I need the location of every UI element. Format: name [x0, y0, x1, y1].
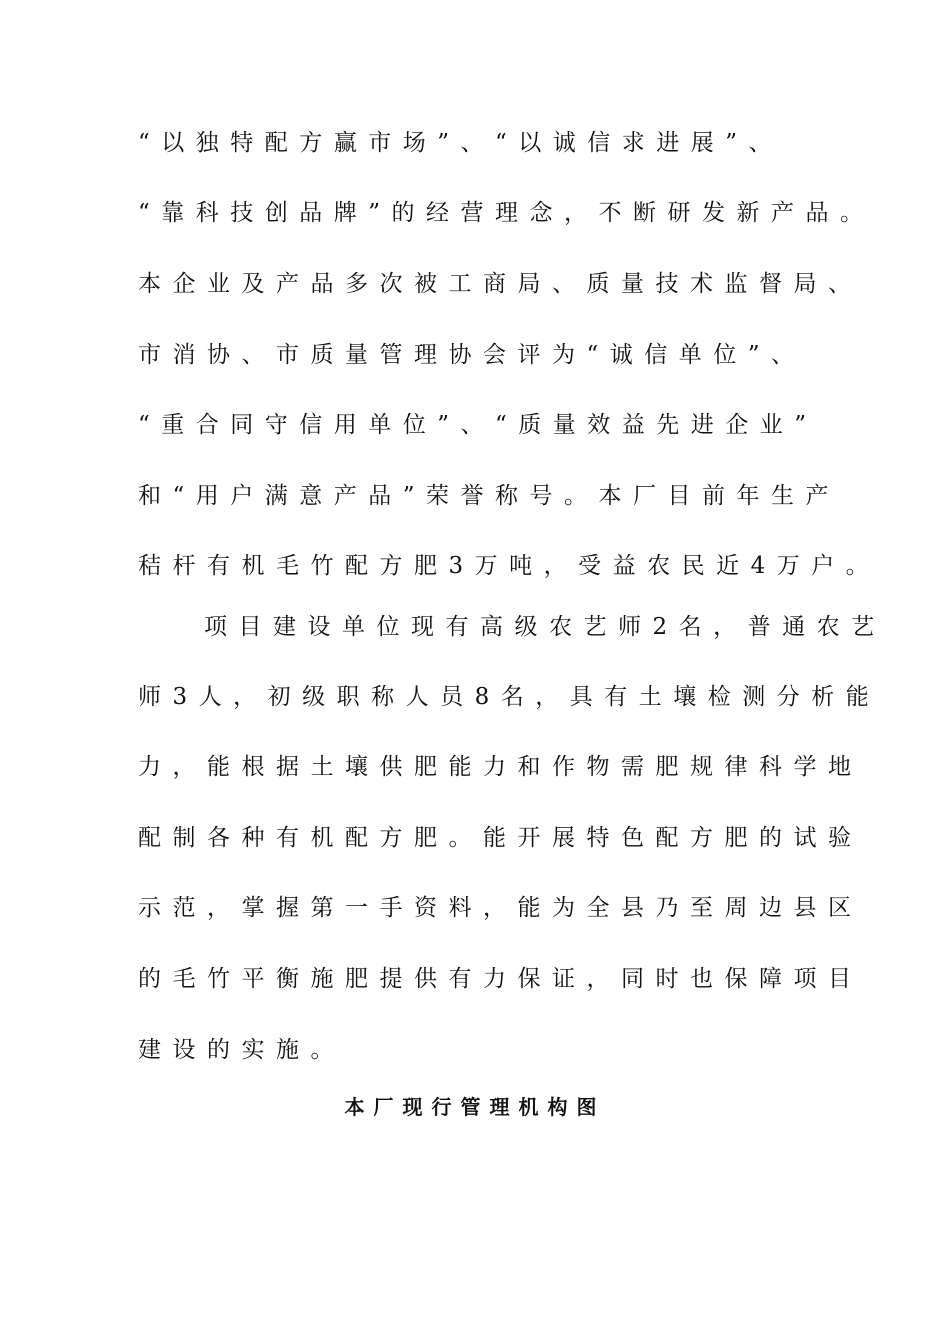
paragraph-2-line-6: 的毛竹平衡施肥提供有力保证，同时也保障项目: [138, 966, 863, 992]
paragraph-2-line-5: 示范，掌握第一手资料，能为全县乃至周边县区: [138, 895, 863, 921]
paragraph-1-line-6: 和“用户满意产品”荣誉称号。本厂目前年生产: [138, 483, 841, 509]
paragraph-1-line-3: 本企业及产品多次被工商局、质量技术监督局、: [138, 271, 863, 297]
paragraph-1-line-4: 市消协、市质量管理协会评为“诚信单位”、: [138, 342, 806, 368]
paragraph-2-line-2: 师3人，初级职称人员8名，具有土壤检测分析能: [138, 684, 881, 710]
paragraph-1-line-5: “重合同守信用单位”、“质量效益先进企业”: [138, 412, 818, 438]
paragraph-1-line-7: 秸杆有机毛竹配方肥3万吨，受益农民近4万户。: [138, 553, 881, 579]
section-heading: 本厂现行管理机构图: [344, 1095, 606, 1119]
paragraph-2-line-7: 建设的实施。: [138, 1037, 345, 1063]
paragraph-2-line-4: 配制各种有机配方肥。能开展特色配方肥的试验: [138, 825, 863, 851]
paragraph-2-line-1: 项目建设单位现有高级农艺师2名，普通农艺: [204, 614, 886, 640]
paragraph-2-line-3: 力，能根据土壤供肥能力和作物需肥规律科学地: [138, 754, 863, 780]
paragraph-1-line-1: “以独特配方赢市场”、“以诚信求进展”、: [138, 130, 784, 156]
paragraph-1-line-2: “靠科技创品牌”的经营理念，不断研发新产品。: [138, 200, 875, 226]
